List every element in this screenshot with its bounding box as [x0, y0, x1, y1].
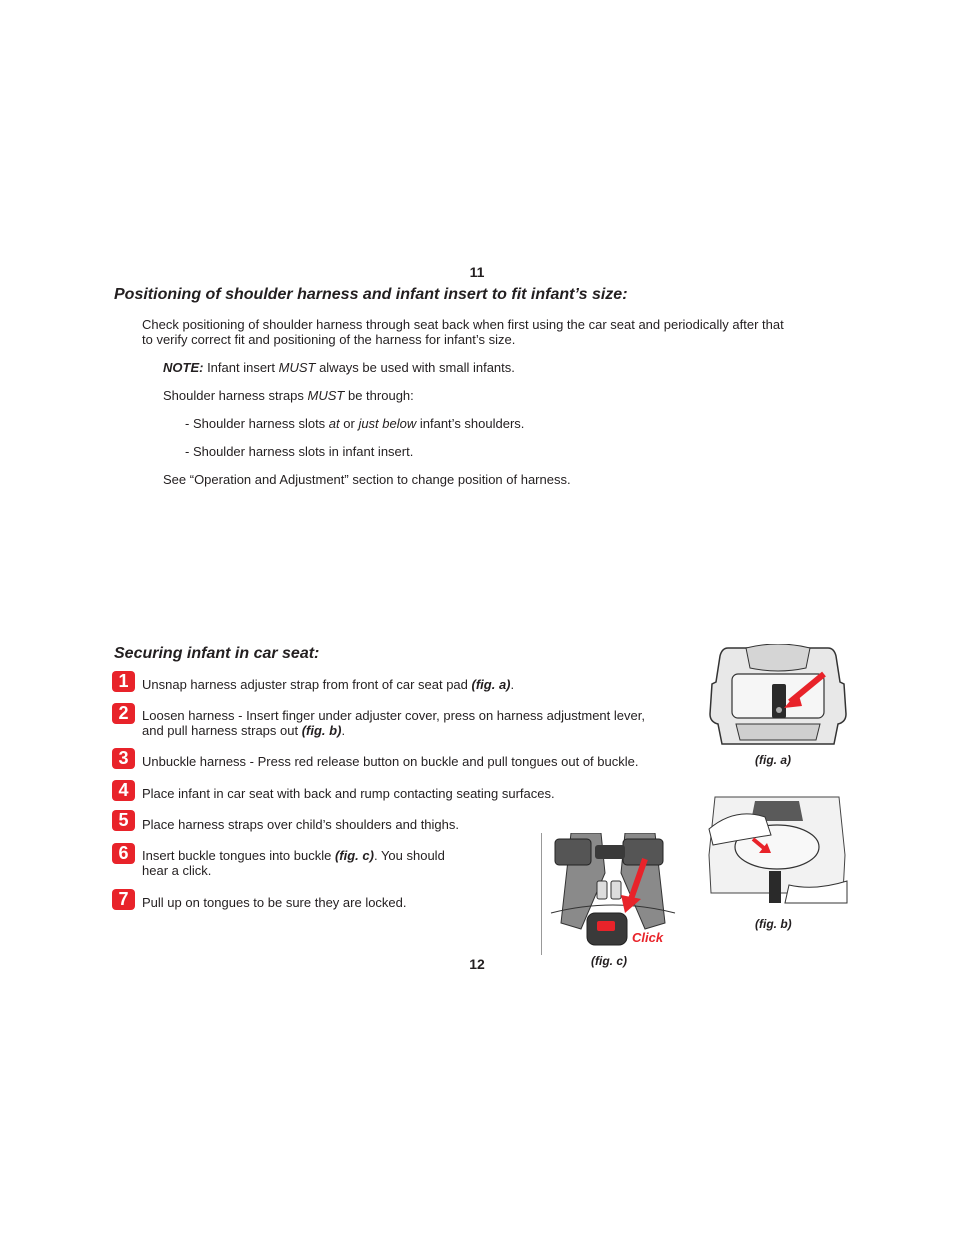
step-text-4: Place infant in car seat with back and rump contacting seating surfaces.	[142, 786, 555, 801]
bullet-insert-slots: - Shoulder harness slots in infant insert.	[185, 444, 414, 459]
straps-paragraph: Shoulder harness straps MUST be through:	[163, 388, 414, 403]
section-heading-securing: Securing infant in car seat:	[114, 645, 320, 662]
step-badge-7: 7	[112, 889, 135, 910]
step-badge-3: 3	[112, 748, 135, 769]
step-badge-6: 6	[112, 843, 135, 864]
figure-c-illustration	[541, 833, 685, 955]
step-badge-1: 1	[112, 671, 135, 692]
step-badge-5: 5	[112, 810, 135, 831]
bullet-shoulder-slots: - Shoulder harness slots at or just below infant’s shoulders.	[185, 416, 525, 431]
step-text-5: Place harness straps over child’s shoulders and thighs.	[142, 817, 459, 832]
page-number-top: 11	[469, 264, 485, 280]
note-label: NOTE:	[163, 360, 204, 375]
figure-c-caption: (fig. c)	[591, 954, 627, 968]
intro-line-2: to verify correct fit and positioning of the harness for infant’s size.	[142, 332, 516, 347]
step-badge-4: 4	[112, 780, 135, 801]
see-operation-text: See “Operation and Adjustment” section to change position of harness.	[163, 472, 571, 487]
intro-line-1: Check positioning of shoulder harness through seat back when first using the car seat and periodically after that	[142, 317, 784, 332]
step-text-6: Insert buckle tongues into buckle (fig. c). You should hear a click.	[142, 848, 445, 878]
figure-a-caption: (fig. a)	[755, 753, 791, 767]
section-heading-harness: Positioning of shoulder harness and infant insert to fit infant’s size:	[114, 286, 628, 303]
step-text-2: Loosen harness - Insert finger under adjuster cover, press on harness adjustment lever, and pull harness straps out (fig. b).	[142, 708, 645, 738]
page-number-bottom: 12	[469, 956, 485, 972]
step-text-1: Unsnap harness adjuster strap from front of car seat pad (fig. a).	[142, 677, 515, 692]
step-text-3: Unbuckle harness - Press red release button on buckle and pull tongues out of buckle.	[142, 754, 639, 769]
figure-b-caption: (fig. b)	[755, 917, 792, 931]
note-paragraph: NOTE: Infant insert MUST always be used with small infants.	[163, 360, 515, 375]
click-label: Click	[632, 930, 664, 945]
figure-b-illustration	[705, 795, 849, 905]
step-text-7: Pull up on tongues to be sure they are locked.	[142, 895, 407, 910]
figure-a-illustration	[706, 644, 850, 750]
step-badge-2: 2	[112, 703, 135, 724]
